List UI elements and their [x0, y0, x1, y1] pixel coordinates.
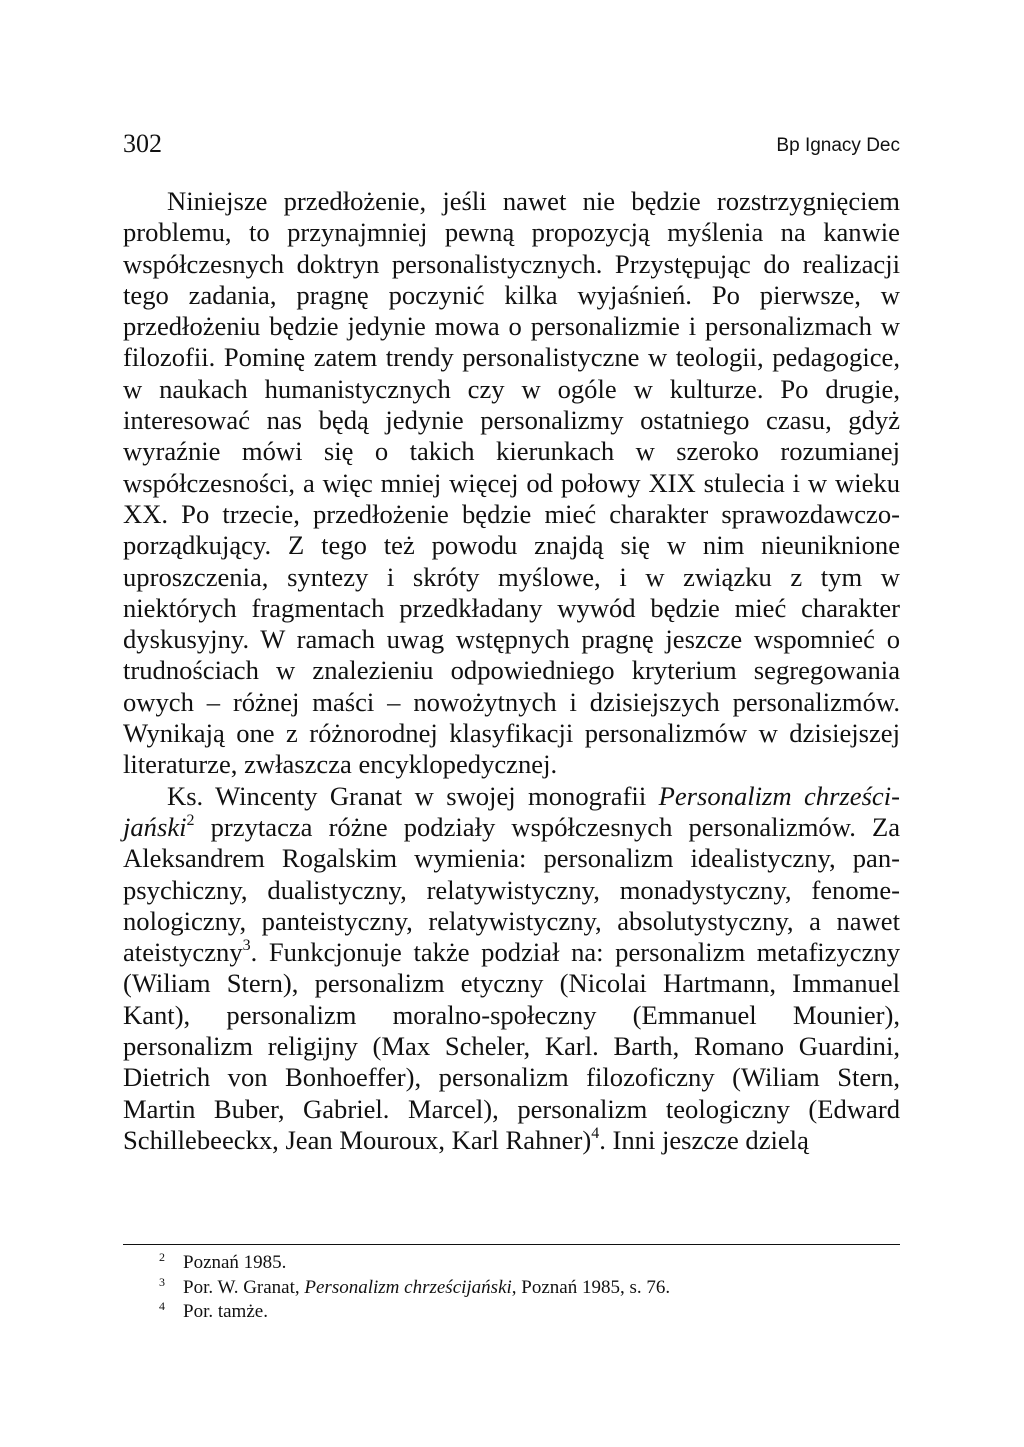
page-header — [123, 126, 900, 162]
footnote-4 — [161, 1300, 900, 1325]
footnote-number: 4 — [159, 1299, 165, 1313]
paragraph-2-tail: . Inni jeszcze dzielą — [599, 1124, 809, 1155]
footnote-text: Por. tamże. — [183, 1301, 268, 1322]
footnote-ref-4: 4 — [591, 1124, 600, 1142]
footnote-text — [161, 1276, 670, 1301]
footnote-ref-2: 2 — [186, 811, 195, 829]
paragraph-2-middle-2: . Funkcjonuje także podział na: personalizm metafizyczny (Wiliam Stern), personalizm etyczny (Nicolai Hartmann, Immanuel Kant), personalizm moralno-społeczny (Emmanuel Mounier), personalizm religijny (Max Scheler, Karl. Barth, Romano Guardini, Dietrich von Bonhoeffer), personalizm filozoficzny (Wiliam Stern, Martin Buber, Gabriel. Marcel), personalizm teologiczny (Edward Schillebeeckx, Jean Mouroux, Karl Rahner) — [123, 937, 900, 1155]
footnote-number: 2 — [159, 1250, 165, 1264]
footnote-lead: Por. W. Granat, — [183, 1276, 305, 1298]
footnote-ref-3: 3 — [242, 937, 251, 955]
running-head: Bp Ignacy Dec — [776, 135, 900, 156]
paragraph-2 — [123, 781, 900, 1157]
cited-title: Personalizm chrześcijański — [123, 780, 900, 842]
footnotes — [161, 1251, 900, 1325]
footnote-cited-title: Personalizm chrześcijański — [304, 1276, 512, 1298]
paragraph-2-middle: przytacza różne podziały współczesnych personalizmów. Za Aleksandrem Rogalskim wymienia: personalizm idealistyczny, panpsychiczny, dualistyczny, relatywistyczny, monadystyczny, fenomenologiczny, panteistyczny, relatywistyczny, absolutystyczny, a nawet ateistyczny — [123, 811, 900, 968]
paragraph-1: Niniejsze przedłożenie, jeśli nawet nie będzie rozstrzygnięciem problemu, to przynajmniej pewną propozycją myślenia na kanwie współczesnych doktryn personalistycznych. Przystępując do realizacji tego zadania, pragnę poczynić kilka wyjaśnień. Po pierwsze, w przedłożeniu będzie jedynie mowa o personalizmie i personalizmach w filozofii. Pominę zatem trendy personalistyczne w teologii, pedagogice, w naukach humanistycznych czy w ogóle w kulturze. Po drugie, interesować nas będą jedynie personalizmy ostatniego czasu, gdyż wyraźnie mówi się o takich kierunkach w szeroko rozumianej współczesności, a więc mniej więcej od połowy XIX stulecia i w wieku XX. Po trzecie, przedłożenie będzie mieć charakter sprawozdawczo-porządkujący. Z tego też powodu znajdą się w nim nieuniknione uproszczenia, syntezy i skróty myślowe, i w związku z tym w niektórych fragmentach przedkładany wywód będzie mieć charakter dyskusyjny. W ramach uwag wstępnych pragnę jeszcze wspomnieć o trudnościach w znalezieniu odpowiedniego kryterium segregowania owych – różnej maści – nowożytnych i dzisiejszych personalizmów. Wynikają one z różnorodnej klasyfikacji personalizmów w dzisiejszej literaturze, zwłaszcza encyklopedycznej. — [123, 186, 900, 780]
paragraph-2-lead: Ks. Wincenty Granat w swojej monografii — [167, 780, 659, 811]
footnote-tail: , Poznań 1985, s. 76. — [511, 1276, 671, 1298]
page-number: 302 — [123, 129, 162, 158]
footnote-divider — [123, 1244, 900, 1245]
footnote-3 — [161, 1276, 900, 1301]
main-text — [123, 186, 900, 1156]
footnote-number: 3 — [159, 1274, 165, 1289]
footnote-2 — [161, 1251, 900, 1276]
footnote-text: Poznań 1985. — [183, 1252, 287, 1273]
